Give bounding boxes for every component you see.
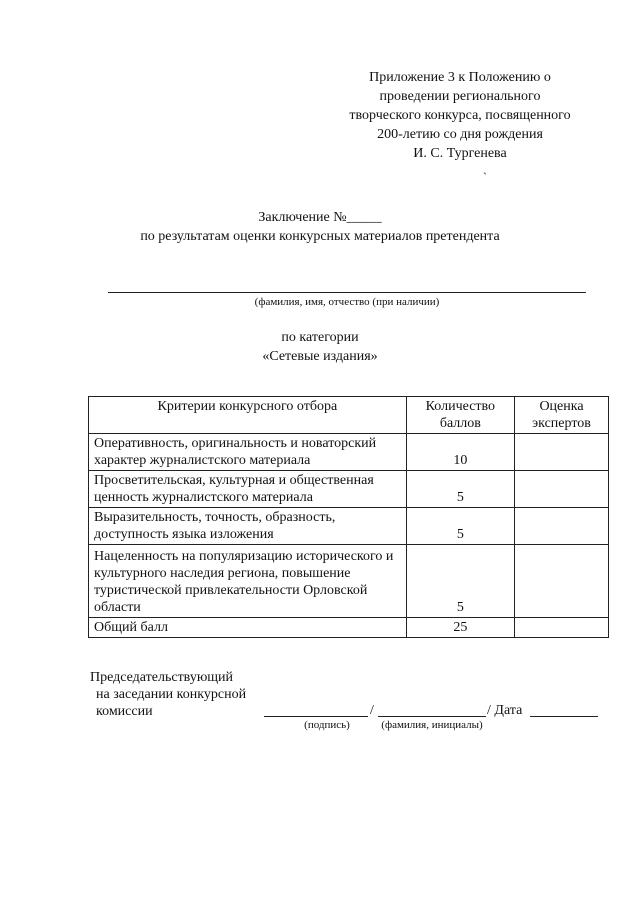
chair-line-1: Председательствующий (90, 670, 234, 685)
table-row (89, 508, 609, 545)
category-value: «Сетевые издания» (262, 349, 378, 364)
appendix-line-5: И. С. Тургенева (413, 146, 507, 161)
criteria-table (88, 396, 609, 638)
table-header-row (89, 397, 609, 434)
name-initials-hint: (фамилия, инициалы) (381, 719, 483, 731)
total-row (89, 618, 609, 638)
points-cell: 5 (406, 471, 514, 508)
header-points (406, 397, 514, 434)
signature-slash: / (370, 703, 374, 718)
criteria-cell: Просветительская, культурная и общественная ценность журналистского материала (89, 471, 407, 508)
total-expert-cell (515, 618, 609, 638)
criteria-cell: Оперативность, оригинальность и новаторский характер журналистского материала (89, 434, 407, 471)
chair-line-2: на заседании конкурсной (96, 687, 247, 702)
expert-cell (515, 545, 609, 618)
total-label: Общий балл (89, 618, 407, 638)
category-label: по категории (281, 330, 359, 345)
stray-mark: ˋ (483, 170, 487, 184)
appendix-line-1: Приложение 3 к Положению о (369, 70, 551, 85)
criteria-cell: Нацеленность на популяризацию исторического и культурного наследия региона, повышение туристической привлекательности Орловской области (89, 545, 407, 618)
criteria-cell: Выразительность, точность, образность, доступность языка изложения (89, 508, 407, 545)
signature-field-line (264, 716, 368, 717)
expert-cell (515, 434, 609, 471)
table-row (89, 545, 609, 618)
total-points: 25 (406, 618, 514, 638)
appendix-line-2: проведении регионального (379, 89, 541, 104)
appendix-line-4: 200-летию со дня рождения (377, 127, 543, 142)
points-cell: 5 (406, 545, 514, 618)
table-row (89, 471, 609, 508)
header-expert (515, 397, 609, 434)
appendix-line-3: творческого конкурса, посвященного (349, 108, 571, 123)
header-points-line1: Количество (425, 399, 496, 414)
header-criteria (89, 397, 407, 434)
name-field-hint: (фамилия, имя, отчество (при наличии) (254, 296, 440, 308)
conclusion-title: Заключение №_____ (258, 210, 382, 225)
signature-hint: (подпись) (304, 719, 350, 731)
header-expert-line1: Оценка (539, 399, 584, 414)
table-row (89, 434, 609, 471)
expert-cell (515, 471, 609, 508)
points-cell: 5 (406, 508, 514, 545)
chair-line-3: комиссии (96, 704, 153, 719)
points-cell: 10 (406, 434, 514, 471)
conclusion-subtitle: по результатам оценки конкурсных материалов претендента (140, 229, 500, 244)
header-expert-line2: экспертов (532, 416, 591, 431)
name-field-line (108, 292, 586, 293)
date-label: / Дата (487, 703, 523, 718)
expert-cell (515, 508, 609, 545)
date-field-line (530, 716, 598, 717)
header-criteria-label: Критерии конкурсного отбора (157, 399, 338, 414)
name-initials-field-line (378, 716, 486, 717)
header-points-line2: баллов (439, 416, 481, 431)
appendix-header (330, 68, 590, 163)
